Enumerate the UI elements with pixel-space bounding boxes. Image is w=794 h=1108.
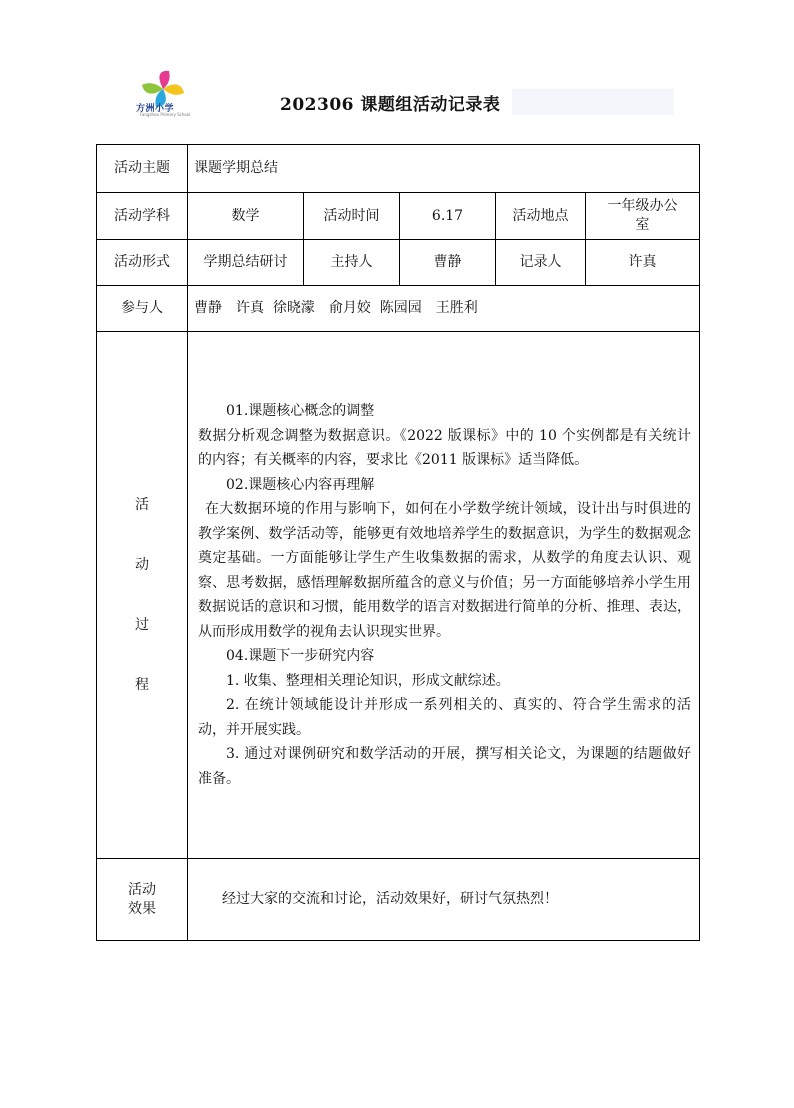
process-item-2: 2. 在统计领域能设计并形成一系列相关的、真实的、符合学生需求的活动，并开展实践。 — [198, 697, 692, 738]
process-item-1: 1. 收集、整理相关理论知识，形成文献综述。 — [226, 672, 510, 689]
participants-label: 参与人 — [97, 286, 188, 332]
process-content — [188, 332, 700, 859]
recorder-label: 记录人 — [496, 240, 586, 286]
process-heading-1: 01.课题核心概念的调整 — [226, 403, 375, 419]
process-label-char: 程 — [135, 677, 149, 693]
process-heading-2: 02.课题核心内容再理解 — [226, 476, 375, 493]
row-theme — [97, 145, 700, 193]
process-item-3: 3. 通过对课例研究和数学活动的开展，撰写相关论文，为课题的结题做好准备。 — [198, 746, 692, 787]
theme-label: 活动主题 — [97, 145, 188, 193]
effect-label — [97, 859, 188, 941]
row-participants — [97, 286, 700, 332]
effect-label-line1: 活动 — [128, 881, 156, 898]
process-label-char: 活 — [135, 497, 149, 513]
row-effect — [97, 859, 700, 941]
time-value: 6.17 — [400, 193, 496, 240]
process-label-char: 动 — [135, 557, 149, 573]
effect-label-line2: 效果 — [128, 900, 156, 917]
process-paragraph-2: 在大数据环境的作用与影响下，如何在小学数学统计领域，设计出与时俱进的教学案例、数学活动等，能够更有效地培养学生的数据意识，为学生的数据观念奠定基础。一方面能够让学生产生收集数据的需求，从数学的角度去认识、观察、思考数据，感悟理解数据所蕴含的意义与价值；另一方面能够培养小学生用数据说话的意识和习惯，能用数学的语言对数据进行简单的分析、推理、表达，从而形成用数学的视角去认识现实世界。 — [198, 501, 692, 640]
process-label — [97, 332, 188, 859]
subject-value: 数学 — [188, 193, 304, 240]
process-label-char: 过 — [135, 617, 149, 633]
place-value-line1: 一年级办公 — [607, 198, 678, 214]
effect-value: 经过大家的交流和讨论，活动效果好，研讨气氛热烈！ — [188, 859, 700, 941]
participants-value: 曹静 许真 徐晓濛 俞月姣 陈园园 王胜利 — [188, 286, 700, 332]
logo-text: 方洲小学 — [136, 104, 175, 114]
logo-subtext: Fangzhou Primary School — [140, 112, 191, 117]
time-label: 活动时间 — [304, 193, 400, 240]
place-value-line2: 室 — [635, 217, 650, 233]
row-subject — [97, 193, 700, 240]
process-paragraph-1: 数据分析观念调整为数据意识。《2022 版课标》中的 10 个实例都是有关统计的内容；有关概率的内容，要求比《2011 版课标》适当降低。 — [198, 427, 692, 468]
row-form — [97, 240, 700, 286]
activity-record-table — [96, 144, 700, 941]
place-value — [586, 193, 700, 240]
host-label: 主持人 — [304, 240, 400, 286]
recorder-value: 许真 — [586, 240, 700, 286]
row-process — [97, 332, 700, 859]
host-value: 曹静 — [400, 240, 496, 286]
title-highlight — [512, 89, 674, 115]
process-heading-3: 04.课题下一步研究内容 — [226, 648, 375, 664]
form-value: 学期总结研讨 — [188, 240, 304, 286]
place-label: 活动地点 — [496, 193, 586, 240]
page-title: 202306 课题组活动记录表 — [280, 95, 501, 115]
subject-label: 活动学科 — [97, 193, 188, 240]
form-label: 活动形式 — [97, 240, 188, 286]
theme-value: 课题学期总结 — [188, 145, 700, 193]
